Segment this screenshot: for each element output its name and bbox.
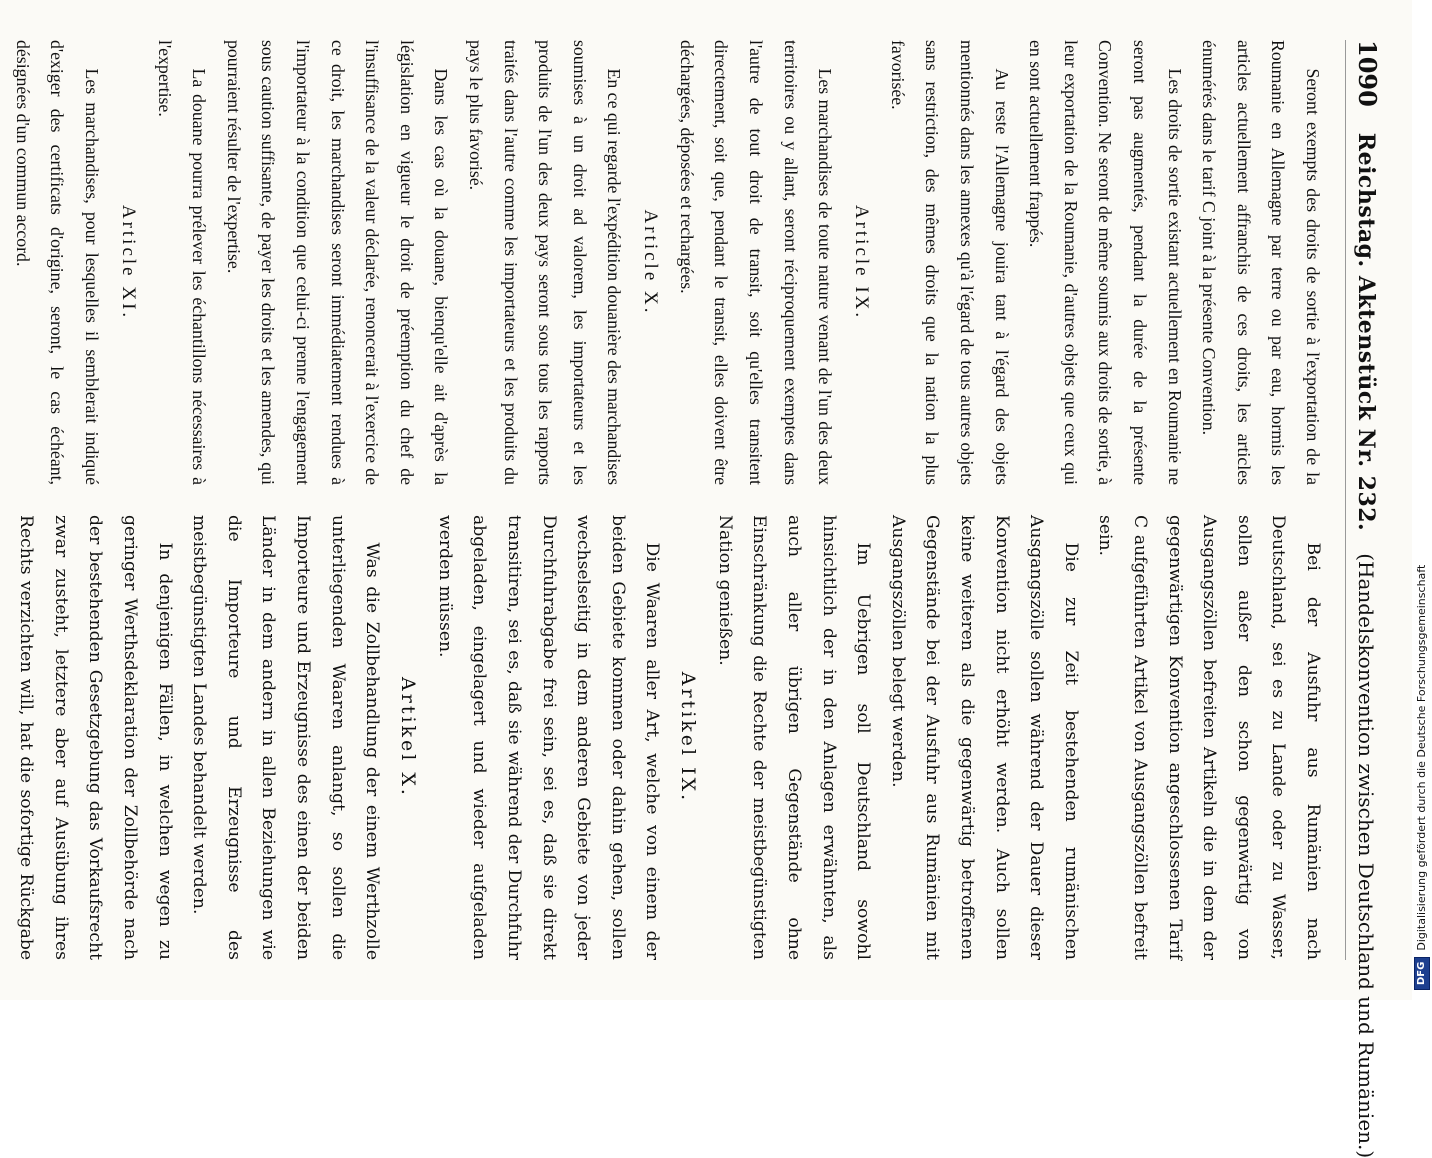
digitization-credit: Digitalisierung gefördert durch die Deutsche Forschungsgemeinschaft	[1415, 564, 1428, 951]
de-paragraph: Im Uebrigen soll Deutschland sowohl hinsichtlich der in den Anlagen erwähnten, als auch aller übrigen Gegenstände ohne Einschränkung die Rechte der meistbegünstigten Nation genießen.	[714, 515, 874, 960]
de-paragraph: Die Waaren aller Art, welche von einem der beiden Gebiete kommen oder dahin gehen, sollen wechselseitig in dem anderen Gebiete von jeder Durchfuhrabgabe frei sein, sei es, daß sie direkt transitiren, sei es, daß sie während der Durchfuhr abgeladen, eingelagert und wieder aufgeladen werden müssen.	[434, 515, 663, 960]
page-number: 1090	[1353, 40, 1382, 107]
header-subject: (Handelskonvention zwischen Deutschland und Rumänien.)	[1354, 553, 1378, 1158]
fr-paragraph: Au reste l'Allemagne jouira tant à l'égard des objets mentionnés dans les annexes qu'à l'égard de tous autres objets sans restriction, des mêmes droits que la nation la plus favorisée.	[887, 40, 1012, 485]
german-column	[16, 515, 1330, 960]
de-artikel-x-heading: Artikel X.	[397, 677, 420, 798]
de-paragraph: In denjenigen Fällen, in welchen wegen zu geringer Werthsdeklaration der Zollbehörde nach der bestehenden Gesetzgebung das Vorkaufsrecht zwar zusteht, letztere aber auf Ausübung ihres Rechts verzichten will, hat die sofortige Rückgabe	[16, 515, 175, 960]
dfg-logo: DFG	[1414, 957, 1430, 990]
de-paragraph: Bei der Ausfuhr aus Rumänien nach Deutschland, sei es zu Lande oder zu Wasser, sollen außer den schon gegenwärtig von Ausgangszöllen befreiten Artikeln die in dem der gegenwärtigen Konvention angeschlossenen Tarif C aufgeführten Artikel von Ausgangszöllen befreit sein.	[1095, 515, 1323, 960]
fr-paragraph: Les marchandises, pour lesquelles il semblerait indiqué d'exiger des certificats d'origine, seront, le cas échéant, désignées d'un commun accord.	[12, 40, 102, 485]
fr-paragraph: Dans les cas où la douane, bienqu'elle ait d'après la législation en vigueur le droit de préemption du chef de l'insuffisance de la valeur déclarée, renoncerait à l'exercice de ce droit, les marchandises seront immédiatement rendues à l'importateur à la condition que celui-ci prenne l'engagement sous caution suffisante, de payer les droits et les amendes, qui pourraient résulter de l'expertise.	[223, 40, 452, 485]
de-paragraph: Die zur Zeit bestehenden rumänischen Ausgangszölle sollen während der Dauer dieser Konvention nicht erhöht werden. Auch sollen keine weiteren als die gegenwärtig betroffenen Gegenstände bei der Ausfuhr aus Rumänien mit Ausgangszöllen belegt werden.	[887, 515, 1081, 960]
digitization-credit-strip	[1412, 0, 1432, 1000]
fr-paragraph: La douane pourra prélever les échantillons nécessaires à l'expertise.	[154, 40, 210, 485]
fr-paragraph	[0, 40, 5, 485]
running-header	[1345, 40, 1382, 1158]
de-paragraph: Was die Zollbehandlung der einem Werthzolle unterliegenden Waaren anlangt, so sollen die Importeure und Erzeugnisse des einen der beiden Länder in dem andern in allen Beziehungen wie die Importeure und Erzeugnisse des meistbegünstigten Landes behandelt werden.	[189, 515, 383, 960]
french-column	[12, 40, 1330, 485]
fr-article-ix-heading: Article IX.	[851, 204, 873, 321]
fr-paragraph: En ce qui regarde l'expédition douanière des marchandises soumises à un droit ad valorem, les importateurs et les produits de l'un des deux pays seront sous tous les rapports traités dans l'autre comme les importateurs et les produits du pays le plus favorisé.	[465, 40, 625, 485]
fr-article-x-heading: Article X.	[640, 209, 662, 316]
fr-article-xi-heading: Article XI.	[118, 204, 139, 321]
de-artikel-ix-heading: Artikel IX.	[677, 671, 700, 804]
fr-paragraph: Les marchandises de toute nature venant de l'un des deux territoires ou y allant, seront réciproquement exemptes dans l'autre de tout droit de transit, soit qu'elles transitent directement, soit que, pendant le transit, elles doivent être déchargées, déposées et rechargées.	[676, 40, 836, 485]
header-title: Reichstag. Aktenstück Nr. 232.	[1353, 132, 1379, 532]
fr-paragraph: Seront exempts des droits de sortie à l'exportation de la Roumanie en Allemagne par terre ou par eau, hormis les articles actuellement affranchis de ces droits, les articles énumérés dans le tarif C joint à la présente Convention.	[1199, 40, 1323, 485]
fr-paragraph: Les droits de sortie existant actuellement en Roumanie ne seront pas augmentés, pendant la durée de la présente Convention. Ne seront de même soumis aux droits de sortie, à leur exportation de la Roumanie, d'autres objets que ceux qui en sont actuellement frappés.	[1026, 40, 1185, 485]
